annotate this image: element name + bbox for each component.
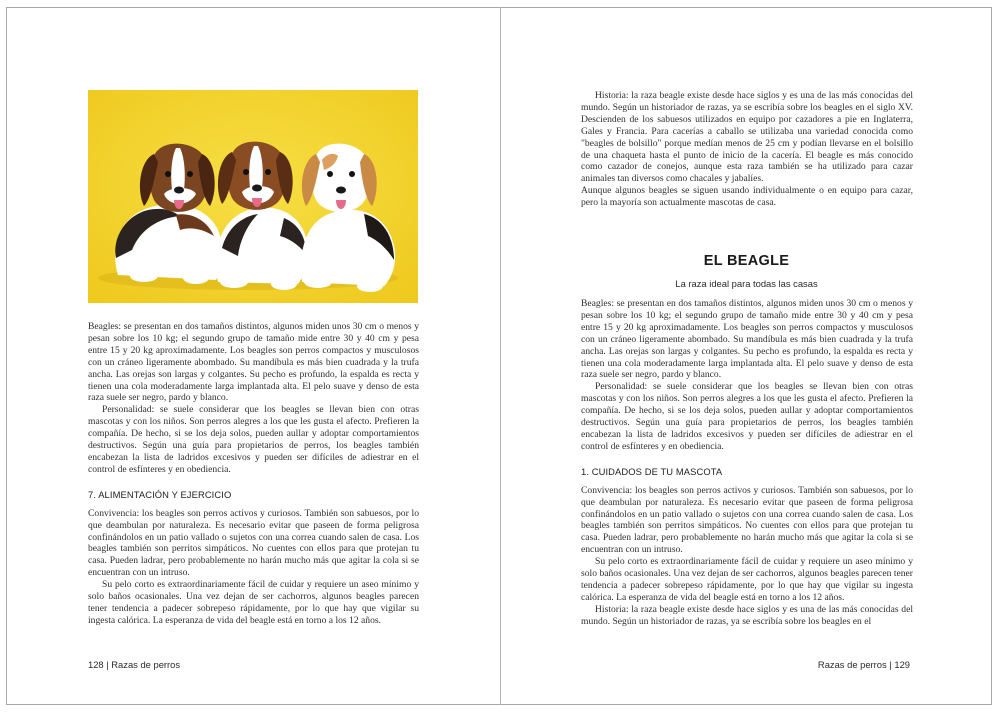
page-folio: Razas de perros | 129 xyxy=(817,659,910,670)
chapter-title-block xyxy=(579,253,914,289)
paragraph: Beagles: se presentan en dos tamaños distintos, algunos miden unos 30 cm o menos y pesan sobre los 10 kg; el segundo grupo de tamaño mide entre 30 y 40 cm y pesa entre 15 y 20 kg aproximadamente. Los beagles son perros compactos y musculosos con un cráneo ligeramente abombado. Su mandíbula es más bien cuadrada y la trufa ancha. Las orejas son largas y colgantes. Su pecho es profundo, la espalda es recta y tienen una cola moderadamente larga implantada alta. El pelo suave y denso de esta raza suele ser negro, pardo y blanco. xyxy=(581,298,913,381)
section-heading: 1. CUIDADOS DE TU MASCOTA xyxy=(581,465,723,477)
right-body-text xyxy=(581,298,913,628)
history-text xyxy=(581,90,913,209)
paragraph: Convivencia: los beagles son perros activos y curiosos. También son sabuesos, por lo que deambulan por naturaleza. Es necesario evitar que paseen de forma peligrosa confinándolos en un patio vallado o sujetos con una correa cuando salen de casa. Los beagles también son perritos simpáticos. No cuentes con ellos para que protejan tu casa. Pueden ladrar, pero probablemente no harán mucho más que agitar la cola si se encuentran con un intruso. xyxy=(88,507,419,579)
page-folio: 128 | Razas de perros xyxy=(88,659,181,670)
paragraph: Historia: la raza beagle existe desde hace siglos y es una de las más conocidas del mundo. Según un historiador de razas, ya se escribía sobre los beagles en el xyxy=(581,603,913,627)
paragraph: Su pelo corto es extraordinariamente fácil de cuidar y requiere un aseo mínimo y solo baños ocasionales. Una vez dejan de ser cachorros, algunos beagles parecen tener tendencia a padecer sobrepeso rápidamente, por lo que hay que vigilar su ingesta calórica. La esperanza de vida del beagle está en torno a los 12 años. xyxy=(88,579,419,626)
paragraph: Beagles: se presentan en dos tamaños distintos, algunos miden unos 30 cm o menos y pesan sobre los 10 kg; el segundo grupo de tamaño mide entre 30 y 40 cm y pesa entre 15 y 20 kg aproximadamente. Los beagles son perros compactos y musculosos con un cráneo ligeramente abombado. Su mandíbula es más bien cuadrada y la trufa ancha. Las orejas son largas y colgantes. Su pecho es profundo, la espalda es recta y tienen una cola moderadamente larga implantada alta. El pelo suave y denso de esta raza suele ser negro, pardo y blanco. xyxy=(88,321,419,404)
left-body-text xyxy=(88,321,419,627)
paragraph: Convivencia: los beagles son perros activos y curiosos. También son sabuesos, por lo que deambulan por naturaleza. Es necesario evitar que paseen de forma peligrosa confinándolos en un patio vallado o sujetos con una correa cuando salen de casa. Los beagles también son perritos simpáticos. No cuentes con ellos para que protejan tu casa. Pueden ladrar, pero probablemente no harán mucho más que agitar la cola si se encuentran con un intruso. xyxy=(581,484,913,556)
paragraph: Su pelo corto es extraordinariamente fácil de cuidar y requiere un aseo mínimo y solo baños ocasionales. Una vez dejan de ser cachorros, algunos beagles parecen tener tendencia a padecer sobrepeso rápidamente, por lo que hay que vigilar su ingesta calórica. La esperanza de vida del beagle está en torno a los 12 años. xyxy=(581,556,913,603)
beagle-puppies-photo xyxy=(88,90,418,303)
section-heading: 7. ALIMENTACIÓN Y EJERCICIO xyxy=(88,488,232,500)
paragraph: Aunque algunos beagles se siguen usando individualmente o en equipo para cazar, pero la mayoría son actualmente mascotas de casa. xyxy=(581,185,913,209)
paragraph: Historia: la raza beagle existe desde hace siglos y es una de las más conocidas del mundo. Según un historiador de razas, ya se escribía sobre los beagles en el siglo XV. Descienden de los sabuesos utilizados en equipo por cazadores a pie en Inglaterra, Gales y Francia. Para cacerías a caballo se utilizaba una variedad conocida como "beagles de bolsillo" porque medían menos de 25 cm y podían llevarse en el bolsillo de una chaqueta hasta el punto de inicio de la cacería. El beagle es más conocido como cazador de conejos, aunque esta raza también se ha utilizado para cazar animales tan diversos como chacales y jabalíes. xyxy=(581,90,913,185)
chapter-subtitle: La raza ideal para todas las casas xyxy=(675,278,818,289)
paragraph: Personalidad: se suele considerar que los beagles se llevan bien con otras mascotas y con los niños. Son perros alegres a los que les gusta el afecto. Prefieren la compañía. De hecho, si se los deja solos, pueden aullar y adoptar comportamientos destructivos. Según una guía para propietarios de perros, los beagles también encabezan la lista de ladridos excesivos y pueden ser difíciles de adiestrar en el control de esfínteres y en obediencia. xyxy=(581,381,913,452)
chapter-title: EL BEAGLE xyxy=(703,253,790,269)
left-page xyxy=(6,7,499,705)
paragraph: Personalidad: se suele considerar que los beagles se llevan bien con otras mascotas y con los niños. Son perros alegres a los que les gusta el afecto. Prefieren la compañía. De hecho, si se los deja solos, pueden aullar y adoptar comportamientos destructivos. Según una guía para propietarios de perros, los beagles también encabezan la lista de ladridos excesivos y pueden ser difíciles de adiestrar en el control de esfínteres y en obediencia. xyxy=(88,404,419,475)
right-page xyxy=(501,7,994,705)
